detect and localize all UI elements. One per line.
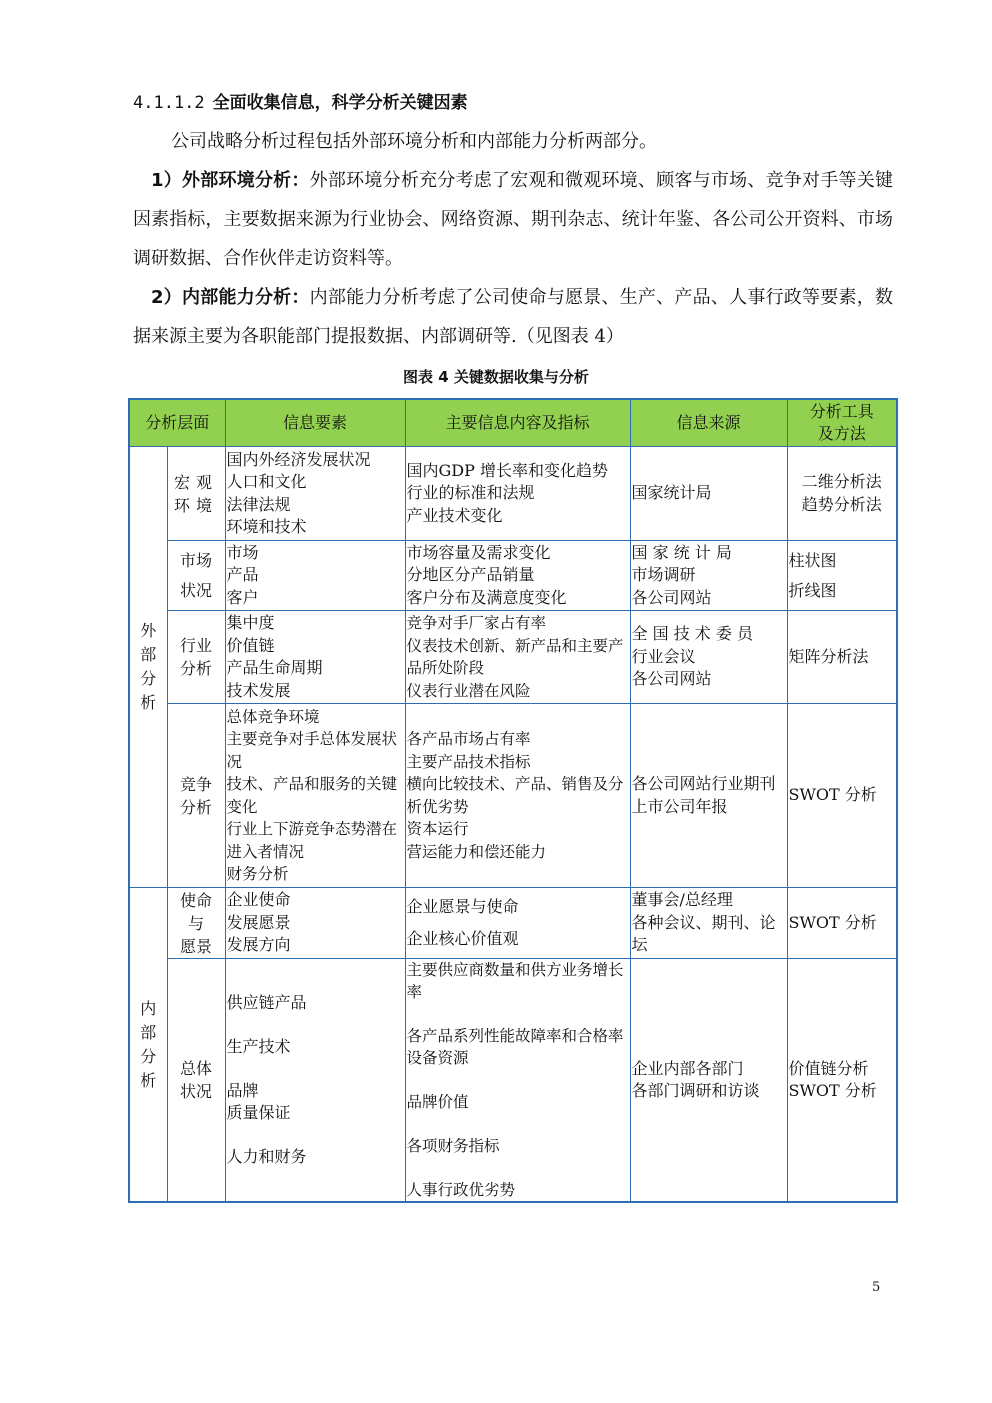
- section-heading: [133, 88, 468, 113]
- header-analysis-level: 分析层面: [129, 399, 225, 447]
- cell-elements: 集中度 价值链 产品生命周期 技术发展: [225, 611, 405, 704]
- cell-tools: SWOT 分析: [787, 704, 897, 888]
- cell-content: 国内GDP 增长率和变化趋势 行业的标准和法规 产业技术变化: [405, 447, 630, 541]
- cell-source: 企业内部各部门 各部门调研和访谈: [630, 959, 787, 1203]
- row-sub-market: 市场 状况: [167, 541, 225, 611]
- table-caption: 图表 4 关键数据收集与分析: [403, 368, 589, 386]
- cell-tools: SWOT 分析: [787, 888, 897, 959]
- cell-source: 国 家 统 计 局 市场调研 各公司网站: [630, 541, 787, 611]
- row-sub-macro: 宏观 环境: [167, 447, 225, 541]
- table-row: [129, 959, 897, 1203]
- header-main-content: 主要信息内容及指标: [405, 399, 630, 447]
- section-title: 全面收集信息，科学分析关键因素: [212, 93, 468, 113]
- group-internal: 内 部 分 析: [129, 888, 167, 1203]
- cell-content: 主要供应商数量和供方业务增长率 各产品系列性能故障率和合格率设备资源 品牌价值 各项财务指标 人事行政优劣势: [405, 959, 630, 1203]
- cell-content: 市场容量及需求变化 分地区分产品销量 客户分布及满意度变化: [405, 541, 630, 611]
- row-sub-overall: 总体 状况: [167, 959, 225, 1203]
- header-info-source: 信息来源: [630, 399, 787, 447]
- intro-paragraph: 公司战略分析过程包括外部环境分析和内部能力分析两部分。: [171, 131, 657, 152]
- internal-analysis-paragraph: [133, 278, 893, 356]
- row-sub-mission: 使命 与 愿景: [167, 888, 225, 959]
- cell-tools: 矩阵分析法: [787, 611, 897, 704]
- cell-source: 国家统计局: [630, 447, 787, 541]
- table-row: [129, 611, 897, 704]
- page-number: 5: [872, 1280, 881, 1295]
- internal-analysis-text: 内部能力分析考虑了公司使命与愿景、生产、产品、人事行政等要素，数据来源主要为各职能部门提报数据、内部调研等.（见图表 4）: [133, 287, 893, 347]
- cell-content: 各产品市场占有率 主要产品技术指标 横向比较技术、产品、销售及分析优劣势 资本运行 营运能力和偿还能力: [405, 704, 630, 888]
- cell-source: 董事会/总经理 各种会议、期刊、论坛: [630, 888, 787, 959]
- section-number: 4.1.1.2: [133, 93, 205, 113]
- row-sub-competition: 竞争 分析: [167, 704, 225, 888]
- key-data-table: [128, 398, 898, 1203]
- table-header-row: [129, 399, 897, 447]
- cell-tools: 柱状图 折线图: [787, 541, 897, 611]
- cell-source: 各公司网站行业期刊 上市公司年报: [630, 704, 787, 888]
- header-analysis-tools: 分析工具 及方法: [787, 399, 897, 447]
- external-analysis-label: 1）外部环境分析：: [151, 170, 310, 191]
- internal-analysis-label: 2）内部能力分析：: [151, 287, 310, 308]
- cell-elements: 市场 产品 客户: [225, 541, 405, 611]
- cell-elements: 总体竞争环境 主要竞争对手总体发展状况 技术、产品和服务的关键变化 行业上下游竞争态势潜在进入者情况 财务分析: [225, 704, 405, 888]
- cell-source: 全 国 技 术 委 员 行业会议 各公司网站: [630, 611, 787, 704]
- table-row: [129, 704, 897, 888]
- cell-content: 竞争对手厂家占有率 仪表技术创新、新产品和主要产品所处阶段 仪表行业潜在风险: [405, 611, 630, 704]
- cell-elements: 供应链产品 生产技术 品牌 质量保证 人力和财务: [225, 959, 405, 1203]
- external-analysis-text: 外部环境分析充分考虑了宏观和微观环境、顾客与市场、竞争对手等关键因素指标，主要数据来源为行业协会、网络资源、期刊杂志、统计年鉴、各公司公开资料、市场调研数据、合作伙伴走访资料等。: [133, 170, 893, 269]
- external-analysis-paragraph: [133, 161, 893, 278]
- cell-tools: 二维分析法 趋势分析法: [787, 447, 897, 541]
- table-row: [129, 888, 897, 959]
- cell-content: 企业愿景与使命 企业核心价值观: [405, 888, 630, 959]
- cell-elements: 国内外经济发展状况 人口和文化 法律法规 环境和技术: [225, 447, 405, 541]
- table-row: [129, 541, 897, 611]
- cell-tools: 价值链分析 SWOT 分析: [787, 959, 897, 1203]
- header-info-elements: 信息要素: [225, 399, 405, 447]
- cell-elements: 企业使命 发展愿景 发展方向: [225, 888, 405, 959]
- group-external: 外 部 分 析: [129, 447, 167, 888]
- row-sub-industry: 行业 分析: [167, 611, 225, 704]
- table-row: [129, 447, 897, 541]
